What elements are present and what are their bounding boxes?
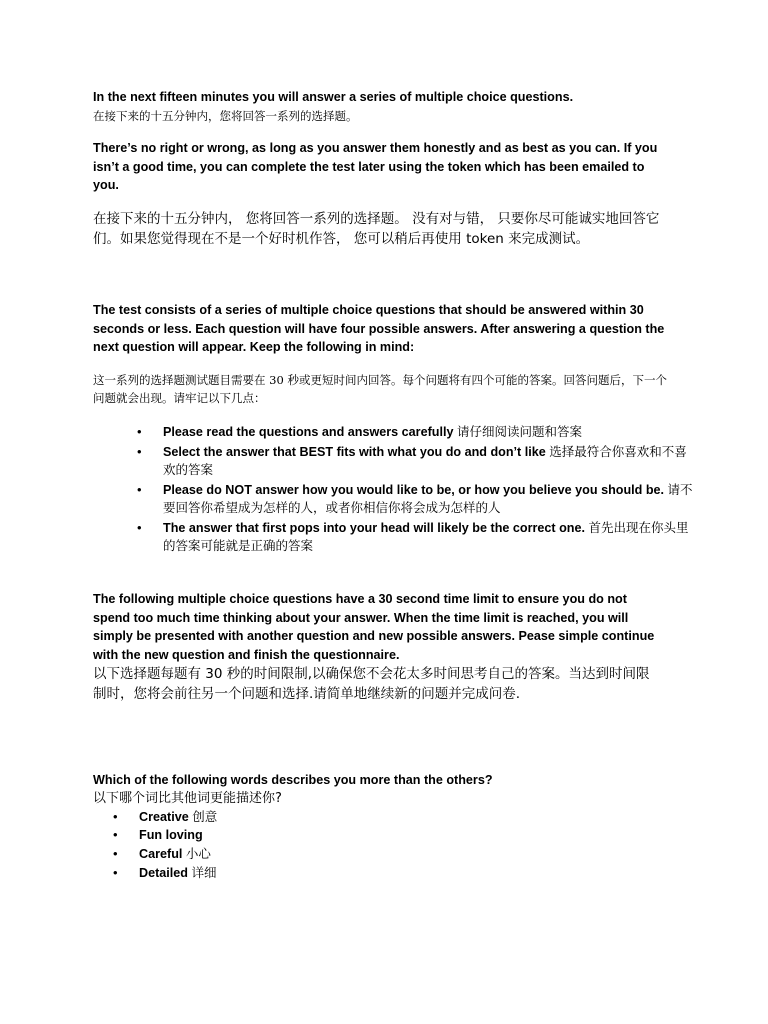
list-item bbox=[93, 443, 693, 479]
list-item bbox=[93, 845, 683, 864]
question-chinese: 以下哪个词比其他词更能描述你? bbox=[93, 790, 282, 806]
tip-english: Please read the questions and answers carefully bbox=[163, 425, 457, 439]
timelimit-english: The following multiple choice questions have a 30 second time limit to ensure you do not spend too much time thinking about your answer. When the time limit is reached, you will simply be presented with another question and new possible answers. Pease simple continue with the new question and finish the questionnaire. bbox=[93, 592, 655, 662]
honesty-section bbox=[93, 139, 663, 195]
timelimit-chinese: 以下选择题每题有 30 秒的时间限制,以确保您不会花太多时间思考自己的答案。当达到时间限制时，您将会前往另一个问题和选择.请简单地继续新的问题并完成问卷. bbox=[93, 666, 650, 702]
answer-options bbox=[93, 808, 683, 883]
honesty-english: There’s no right or wrong, as long as you answer them honestly and as best as you can. If you isn’t a good time, you can complete the test later using the token which has been emailed to you. bbox=[93, 141, 658, 192]
honesty-chinese-section bbox=[93, 209, 673, 249]
tip-english: Select the answer that BEST fits with what you do and don’t like bbox=[163, 445, 550, 459]
list-item bbox=[93, 826, 683, 845]
tip-english: Please do NOT answer how you would like to be, or how you believe you should be. bbox=[163, 483, 668, 497]
list-item bbox=[93, 808, 683, 827]
timelimit-section bbox=[93, 590, 663, 704]
option-chinese: 小心 bbox=[185, 845, 211, 861]
option-english: Careful bbox=[139, 846, 183, 861]
tip-chinese: 首先出现在你头里的答案可能就是正确的答案 bbox=[163, 520, 689, 553]
list-item bbox=[93, 864, 683, 883]
tip-chinese: 请不要回答你希望成为怎样的人，或者你相信你将会成为怎样的人 bbox=[163, 482, 693, 515]
tip-chinese: 选择最符合你喜欢和不喜欢的答案 bbox=[163, 444, 687, 477]
intro-english: In the next fifteen minutes you will answer a series of multiple choice questions. bbox=[93, 90, 574, 104]
list-item bbox=[93, 423, 693, 441]
option-chinese: 详细 bbox=[191, 864, 217, 880]
rules-chinese: 这一系列的选择题测试题目需要在 30 秒或更短时间内回答。每个问题将有四个可能的答案。回答问题后，下一个问题就会出现。请牢记以下几点： bbox=[93, 373, 667, 405]
rules-english: The test consists of a series of multiple choice questions that should be answered within 30 seconds or less. Each question will have four possible answers. After answering a question the next question will appear. Keep the following in mind: bbox=[93, 303, 665, 354]
intro-section bbox=[93, 88, 683, 125]
question-section bbox=[93, 771, 683, 882]
question-english: Which of the following words describes you more than the others? bbox=[93, 773, 493, 787]
rules-section bbox=[93, 301, 671, 357]
rules-chinese-section bbox=[93, 371, 673, 407]
tip-chinese: 请仔细阅读问题和答案 bbox=[456, 424, 582, 439]
option-chinese: 创意 bbox=[192, 808, 218, 824]
option-english: Fun loving bbox=[139, 828, 203, 843]
option-english: Detailed bbox=[139, 865, 188, 880]
honesty-chinese: 在接下来的十五分钟内， 您将回答一系列的选择题。 没有对与错， 只要你尽可能诚实地回答它们。如果您觉得现在不是一个好时机作答， 您可以稍后再使用 token 来完成测试。 bbox=[93, 211, 660, 247]
tips-list bbox=[93, 423, 693, 557]
tip-english: The answer that first pops into your head will likely be the correct one. bbox=[163, 521, 589, 535]
list-item bbox=[93, 481, 693, 517]
list-item bbox=[93, 519, 693, 555]
intro-chinese: 在接下来的十五分钟内，您将回答一系列的选择题。 bbox=[93, 108, 358, 123]
option-english: Creative bbox=[139, 809, 189, 824]
